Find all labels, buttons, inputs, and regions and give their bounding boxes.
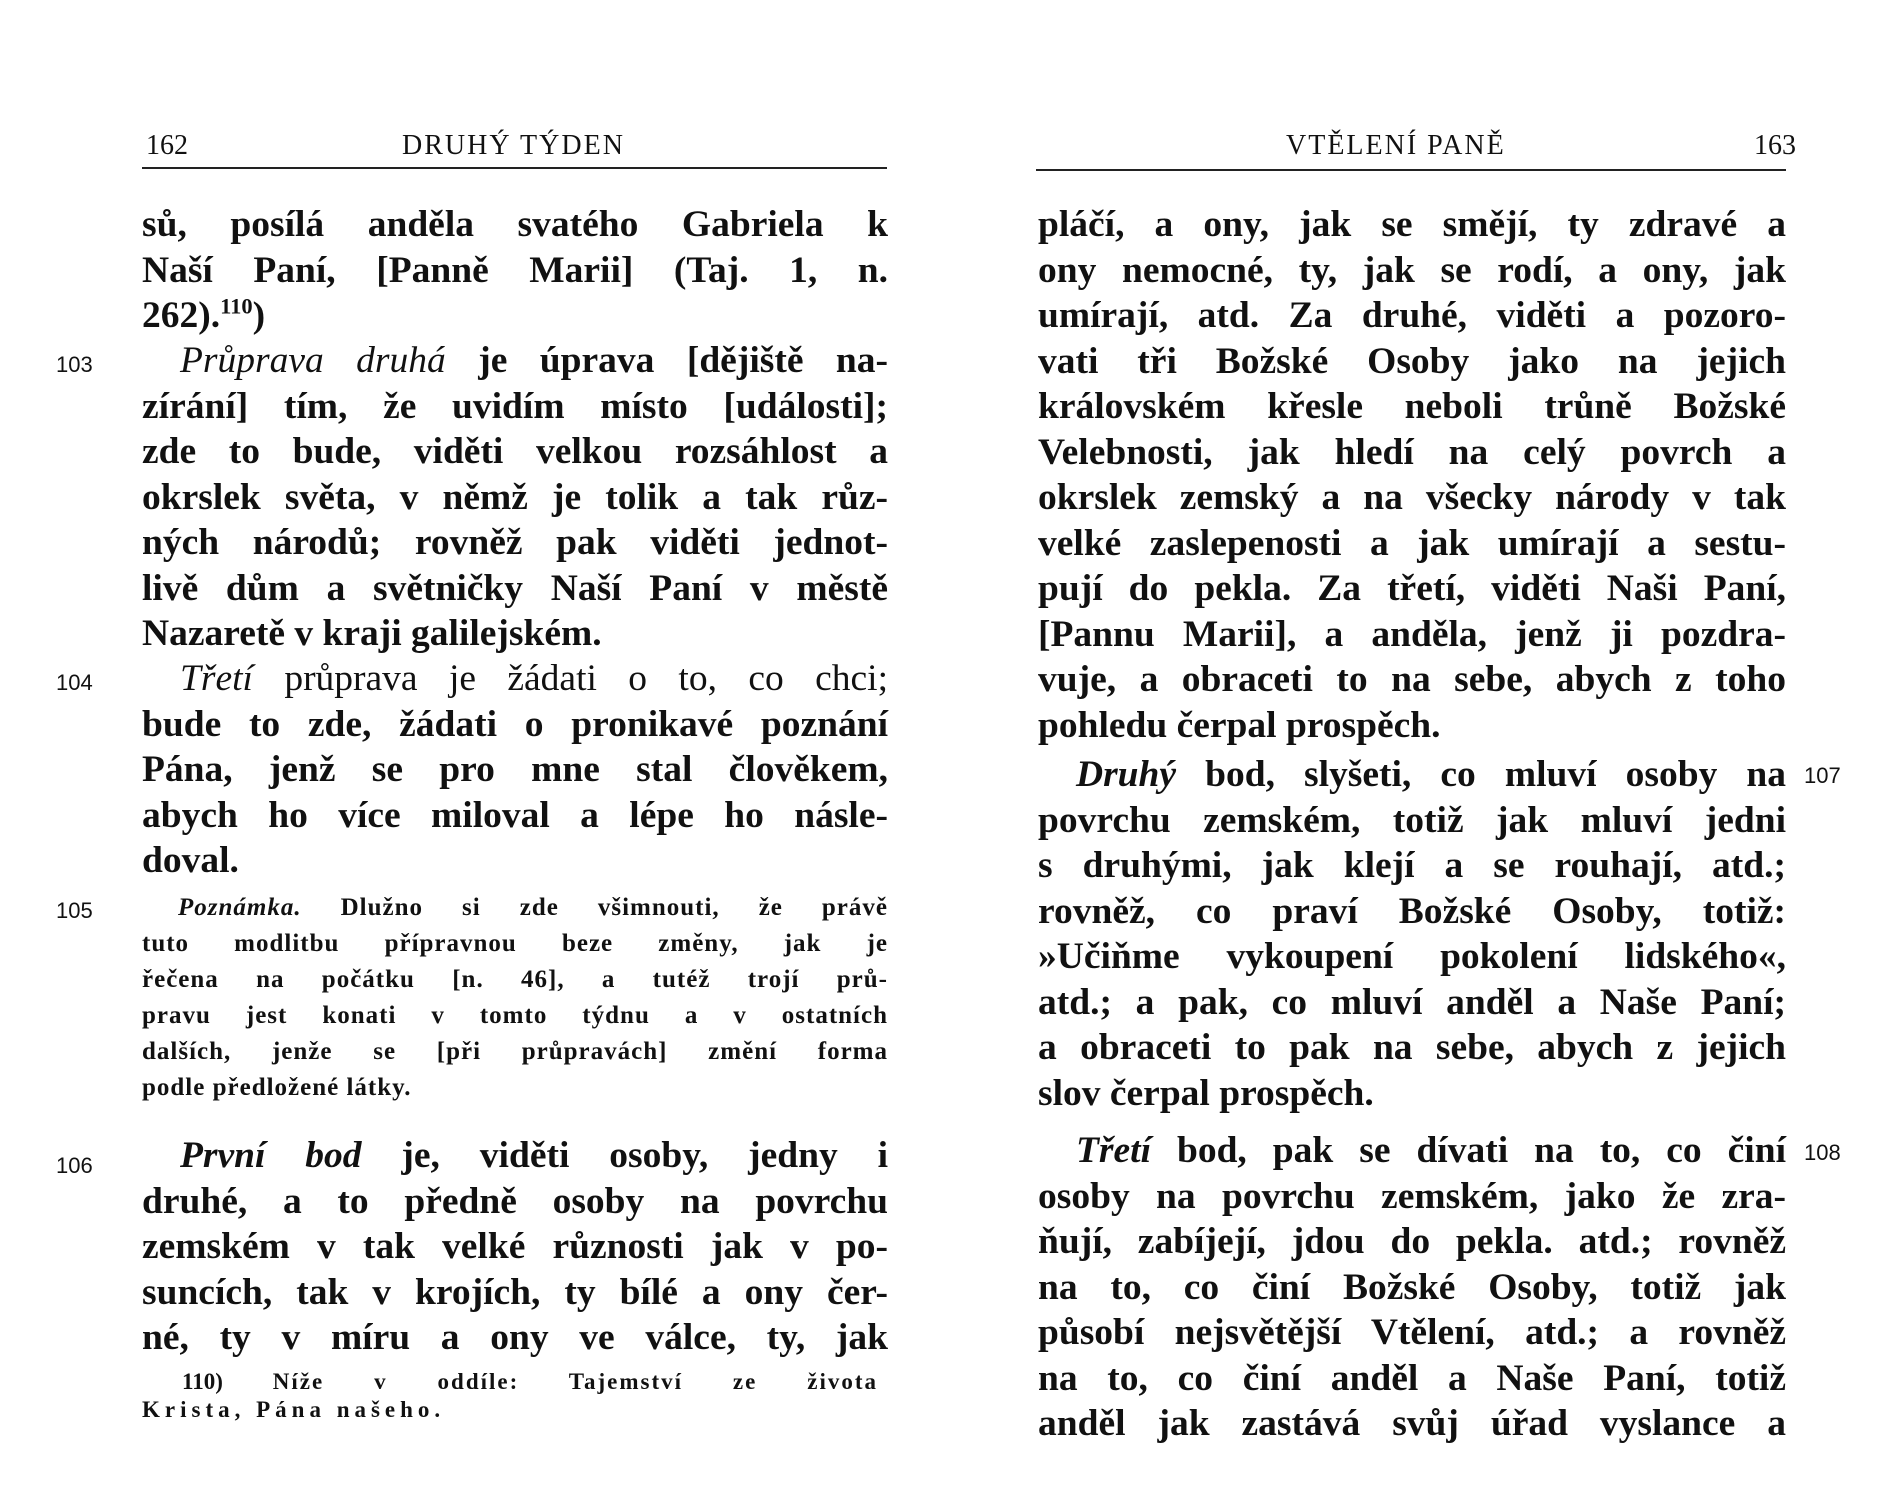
continuation-text-left <box>142 202 888 339</box>
text-line: atd.; a pak, co mluví anděl a Naše Paní; <box>1038 981 1786 1023</box>
text-line: Průprava druhá je úprava [dějiště na- <box>180 340 888 381</box>
text-line: anděl jak zastává svůj úřad vyslance a <box>1038 1403 1786 1444</box>
text-line: doval. <box>142 840 239 881</box>
text-line: povrchu zemském, totiž jak mluví jedni <box>1038 799 1786 841</box>
text-line: pují do pekla. Za třetí, viděti Naši Paní, <box>1038 568 1786 609</box>
text-line: Naší Paní, [Panně Marii] (Taj. 1, n. <box>142 249 888 291</box>
text-line: sů, posílá anděla svatého Gabriela k <box>142 204 888 245</box>
paragraph-106 <box>142 1133 888 1361</box>
text-line: Třetí bod, pak se dívati na to, co činí <box>1076 1130 1786 1171</box>
text-line: rovněž, co praví Božské Osoby, totiž: <box>1038 890 1786 932</box>
text-line: 110) Níže v oddíle: Tajemství ze života <box>182 1369 878 1394</box>
text-line: Pána, jenž se pro mne stal člověkem, <box>142 749 888 790</box>
text-line: Druhý bod, slyšeti, co mluví osoby na <box>1076 754 1786 795</box>
text-line: zemském v tak velké různosti jak v po- <box>142 1226 888 1267</box>
text-line: Velebnosti, jak hledí na celý povrch a <box>1038 431 1786 473</box>
page-number-right: 163 <box>1754 130 1796 161</box>
margin-number-103: 103 <box>56 352 93 377</box>
continuation-text-right <box>1038 202 1786 748</box>
page-number-left: 162 <box>146 130 188 161</box>
text-line: abych ho více miloval a lépe ho násle- <box>142 794 888 836</box>
paragraph-lead: Poznámka. <box>178 894 302 921</box>
text-line: Poznámka. Dlužno si zde všimnouti, že právě <box>178 894 888 921</box>
right-page <box>946 0 1892 1500</box>
header-rule-left <box>142 167 887 169</box>
text-line: slov čerpal prospěch. <box>1038 1072 1374 1114</box>
text-line: Třetí průprava je žádati o to, co chci; <box>180 658 888 699</box>
text-line: pohledu čerpal prospěch. <box>1038 704 1441 746</box>
header-rule-right <box>1036 169 1786 171</box>
text-line: Krista, Pána našeho. <box>142 1397 446 1422</box>
running-title-left: DRUHÝ TÝDEN <box>402 130 625 161</box>
paragraph-105-note <box>142 890 888 1106</box>
text-line: 262).$^{110}$) <box>142 293 266 336</box>
text-line: podle předložené látky. <box>142 1074 412 1101</box>
text-line: pláčí, a ony, jak se smějí, ty zdravé a <box>1038 204 1786 245</box>
footnote-reference[interactable]: 110 <box>220 293 253 319</box>
text-line: řečena na počátku [n. 46], a tutéž trojí prů- <box>142 966 888 993</box>
text-line: s druhými, jak klejí a se rouhají, atd.; <box>1038 845 1786 886</box>
text-line: královském křesle neboli trůně Božské <box>1038 386 1786 427</box>
text-line: vuje, a obraceti to na sebe, abych z toho <box>1038 659 1786 700</box>
paragraph-lead: Průprava druhá <box>180 340 446 381</box>
text-line: »Učiňme vykoupení pokolení lidského«, <box>1038 936 1786 977</box>
text-line: dalších, jenže se [při průpravách] změní forma <box>142 1038 888 1065</box>
text-line: né, ty v míru a ony ve válce, ty, jak <box>142 1317 888 1358</box>
paragraph-103 <box>142 338 888 657</box>
text-line: druhé, a to předně osoby na povrchu <box>142 1180 888 1222</box>
paragraph-107 <box>1038 752 1786 1116</box>
text-line: ných národů; rovněž pak viděti jednot- <box>142 522 888 563</box>
text-line: Nazaretě v kraji galilejském. <box>142 613 602 654</box>
margin-number-108: 108 <box>1804 1140 1841 1165</box>
text-line: osoby na povrchu zemském, jako že zra- <box>1038 1175 1786 1217</box>
text-line: okrslek světa, v němž je tolik a tak růz- <box>142 476 888 518</box>
text-line: tuto modlitbu přípravnou beze změny, jak je <box>142 930 888 957</box>
paragraph-108 <box>1038 1128 1786 1447</box>
margin-number-104: 104 <box>56 670 93 695</box>
text-line: livě dům a světničky Naší Paní v městě <box>142 567 888 609</box>
text-line: zírání] tím, že uvidím místo [události]; <box>142 385 888 427</box>
text-line: ony nemocné, ty, jak se rodí, a ony, jak <box>1038 249 1786 291</box>
text-line: vati tři Božské Osoby jako na jejich <box>1038 340 1786 382</box>
margin-number-106: 106 <box>56 1153 93 1178</box>
footnote-marker: 110) <box>182 1369 223 1394</box>
margin-number-107: 107 <box>1804 763 1841 788</box>
left-page-header <box>0 128 946 162</box>
text-line: suncích, tak v krojích, ty bílé a ony čer- <box>142 1271 888 1313</box>
text-line: umírají, atd. Za druhé, viděti a pozoro- <box>1038 295 1786 336</box>
paragraph-104 <box>142 656 888 884</box>
text-line: zde to bude, viděti velkou rozsáhlost a <box>142 431 888 472</box>
text-line: působí nejsvětější Vtělení, atd.; a rovněž <box>1038 1312 1786 1353</box>
running-title-right: VTĚLENÍ PANĚ <box>1286 130 1506 161</box>
text-line: na to, co činí Božské Osoby, totiž jak <box>1038 1266 1786 1308</box>
text-line: velké zaslepenosti a jak umírají a sestu- <box>1038 522 1786 564</box>
paragraph-lead: Druhý <box>1076 754 1177 795</box>
margin-number-105: 105 <box>56 898 93 923</box>
paragraph-lead: Třetí <box>1076 1130 1151 1171</box>
text-line: a obraceti to pak na sebe, abych z jejich <box>1038 1027 1786 1068</box>
text-line: okrslek zemský a na všecky národy v tak <box>1038 477 1786 518</box>
text-line: pravu jest konati v tomto týdnu a v ostatních <box>142 1002 888 1029</box>
text-line: na to, co činí anděl a Naše Paní, totiž <box>1038 1357 1786 1399</box>
text-line: [Pannu Marii], a anděla, jenž ji pozdra- <box>1038 613 1786 655</box>
right-page-header <box>946 128 1892 162</box>
text-line: ňují, zabíjejí, jdou do pekla. atd.; rovněž <box>1038 1221 1786 1262</box>
paragraph-lead: Třetí <box>180 658 253 699</box>
text-line: První bod je, viděti osoby, jedny i <box>180 1135 888 1176</box>
paragraph-lead: První bod <box>180 1135 362 1176</box>
text-line: bude to zde, žádati o pronikavé poznání <box>142 703 888 745</box>
footnote-110 <box>142 1368 878 1424</box>
